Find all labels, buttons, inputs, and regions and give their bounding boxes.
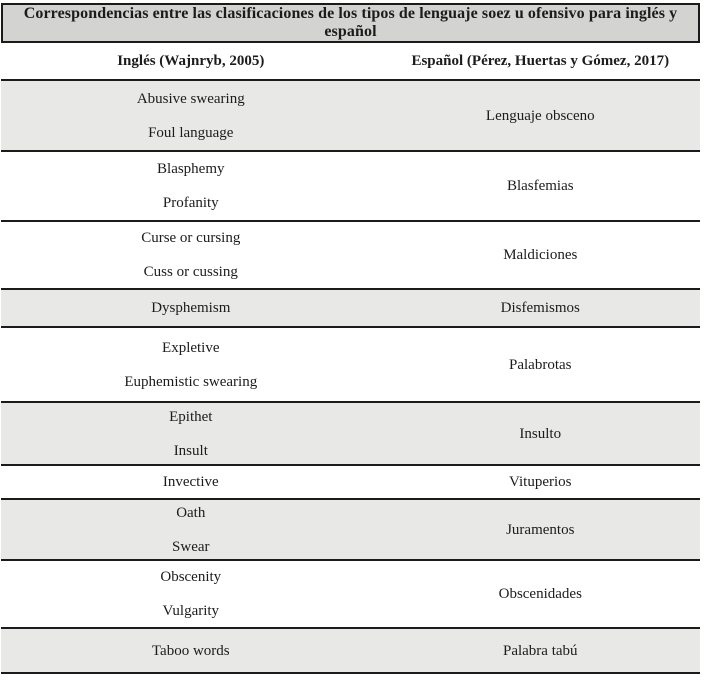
spanish-term: Disfemismos — [500, 300, 580, 316]
english-term: Profanity — [162, 195, 219, 211]
english-terms-cell — [1, 629, 381, 672]
english-term: Curse or cursing — [141, 230, 241, 246]
english-term: Swear — [172, 538, 210, 555]
english-terms-cell — [1, 328, 381, 401]
table-row — [1, 152, 700, 222]
english-term: Invective — [162, 474, 219, 490]
spanish-term-cell — [381, 466, 700, 498]
spanish-term: Blasfemias — [506, 178, 574, 194]
correspondence-table — [1, 3, 700, 674]
english-term: Oath — [176, 504, 206, 521]
table-row — [1, 328, 700, 403]
english-term: Vulgarity — [162, 603, 220, 619]
spanish-term-cell — [381, 629, 700, 672]
spanish-term: Juramentos — [506, 521, 575, 538]
spanish-term: Maldiciones — [503, 247, 578, 263]
spanish-term-cell — [381, 81, 700, 150]
english-terms-cell — [1, 81, 381, 150]
english-terms-cell — [1, 561, 381, 627]
spanish-term: Palabrotas — [509, 356, 572, 373]
table-row — [1, 561, 700, 629]
spanish-term: Vituperios — [509, 474, 572, 490]
table-rows — [1, 81, 700, 674]
table-row — [1, 290, 700, 328]
spanish-term-cell — [381, 152, 700, 220]
table-row — [1, 629, 700, 674]
english-terms-cell — [1, 500, 381, 559]
table-row — [1, 500, 700, 561]
spanish-term-cell — [381, 328, 700, 401]
english-term: Abusive swearing — [136, 90, 245, 107]
english-term: Epithet — [169, 408, 213, 425]
english-terms-cell — [1, 466, 381, 498]
english-term: Obscenity — [160, 569, 222, 585]
spanish-term-cell — [381, 290, 700, 326]
english-term: Cuss or cussing — [143, 264, 238, 280]
table-header — [1, 43, 700, 81]
english-terms-cell — [1, 152, 381, 220]
spanish-term: Insulto — [519, 425, 562, 442]
spanish-term: Palabra tabú — [502, 642, 578, 659]
english-terms-cell — [1, 403, 381, 464]
english-term: Euphemistic swearing — [124, 373, 258, 390]
spanish-term: Lenguaje obsceno — [485, 107, 595, 124]
english-term: Expletive — [162, 339, 220, 356]
english-term: Dysphemism — [151, 300, 231, 316]
table-row — [1, 403, 700, 466]
english-term: Foul language — [148, 124, 234, 141]
english-term: Blasphemy — [157, 161, 225, 177]
english-terms-cell — [1, 290, 381, 326]
table-row — [1, 222, 700, 290]
english-term: Insult — [173, 442, 208, 459]
table-title: Correspondencias entre las clasificaciones de los tipos de lenguaje soez u ofensivo para inglés y español — [1, 3, 700, 43]
spanish-term-cell — [381, 222, 700, 288]
table-row — [1, 466, 700, 500]
table-row — [1, 81, 700, 152]
column-header-english: Inglés (Wajnryb, 2005) — [117, 52, 265, 69]
spanish-term-cell — [381, 403, 700, 464]
english-term: Taboo words — [151, 642, 230, 659]
english-terms-cell — [1, 222, 381, 288]
spanish-term-cell — [381, 561, 700, 627]
spanish-term-cell — [381, 500, 700, 559]
column-header-spanish: Español (Pérez, Huertas y Gómez, 2017) — [411, 52, 670, 69]
spanish-term: Obscenidades — [498, 586, 582, 602]
